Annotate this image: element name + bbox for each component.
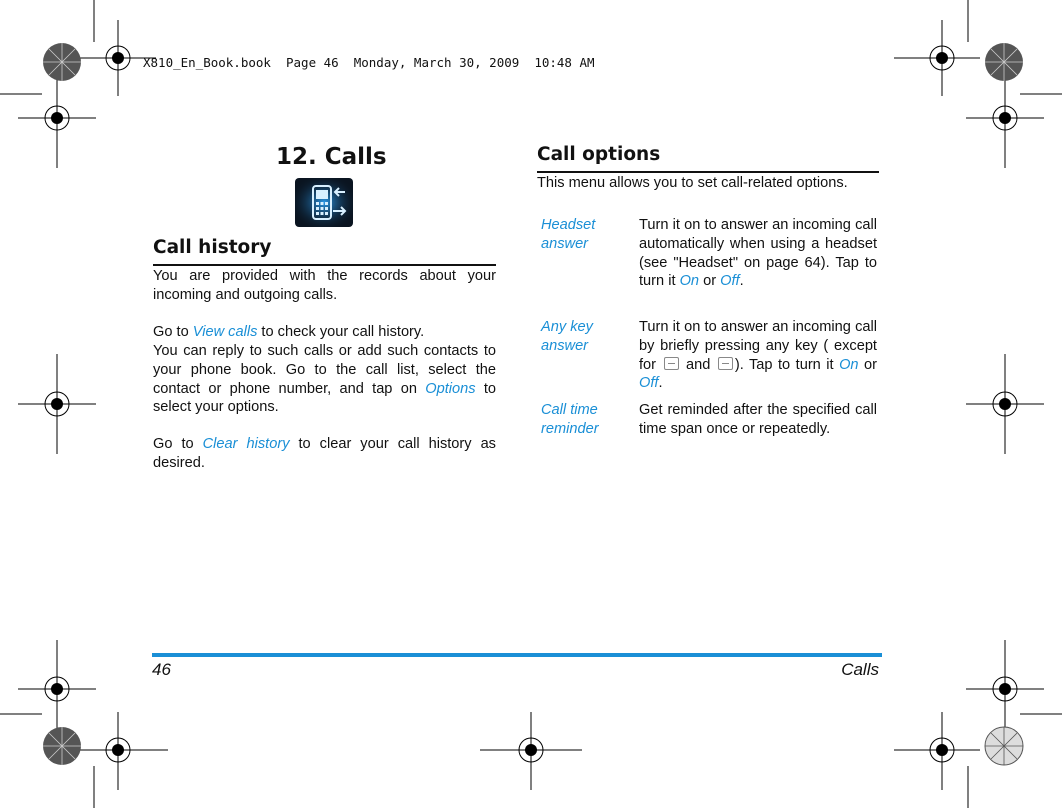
footer-rule [152,653,882,657]
text-segment: to select your options. [153,380,496,416]
on-value[interactable]: On [679,273,700,290]
phone-calls-icon [295,178,353,227]
option-label-call-time-reminder [541,401,599,439]
option-label-line: Headset [541,217,596,233]
call-history-clear-para [153,435,496,473]
call-history-intro: You are provided with the records about your incoming and outgoing calls. [153,268,496,303]
left-softkey-icon [664,357,679,370]
text-segment: to check your call history. [257,324,425,340]
option-label-any-key-answer [541,318,593,356]
option-desc-any-key-answer [639,318,877,393]
text-segment: Go to [153,324,193,340]
option-label-line: Call time [541,402,598,418]
call-history-options-para [153,342,496,417]
right-softkey-icon [718,357,733,370]
option-label-line: answer [541,235,589,252]
text-segment: or [699,273,721,290]
off-value[interactable]: Off [720,273,740,290]
text-segment: and [680,356,716,373]
page-number: 46 [152,660,171,679]
option-desc-headset-answer [639,216,877,291]
text-segment: You can reply to such calls or add such contacts to your phone book. Go to the call list, select the contact or phone number, and tap on [153,343,496,397]
call-options-rule [537,171,879,173]
text-segment: . [658,375,663,392]
option-label-line: Any key [541,319,593,335]
text-segment: or [858,356,877,373]
call-options-heading: Call options [537,144,661,165]
footer-section-title: Calls [841,660,879,679]
option-label-line: answer [541,337,589,354]
call-history-rule [153,264,496,266]
text-segment: to clear your call history as desired. [153,436,496,471]
text-segment: Turn it on to answer an incoming call automatically when using a headset (see "Headset" on page 64). Tap to turn it [639,217,877,290]
call-options-intro: This menu allows you to set call-related options. [537,175,848,191]
call-history-view-para [153,323,496,342]
text-segment: Go to [153,436,203,452]
on-value[interactable]: On [839,356,859,373]
options-link[interactable]: Options [425,380,476,397]
call-history-heading: Call history [153,237,272,258]
off-value[interactable]: Off [639,375,659,392]
option-label-line: reminder [541,420,599,437]
text-segment: Turn it on to answer an incoming call by briefly pressing any key ( except for [639,319,877,373]
option-label-headset-answer [541,216,595,254]
chapter-title: 12. Calls [276,144,387,170]
view-calls-link[interactable]: View calls [192,324,258,340]
text-segment: . [739,273,744,290]
print-header: X810_En_Book.book Page 46 Monday, March 30, 2009 10:48 AM [143,55,595,70]
clear-history-link[interactable]: Clear history [202,436,290,452]
text-segment: ). Tap to turn it [734,356,840,373]
option-desc-call-time-reminder: Get reminded after the specified call time span once or repeatedly. [639,402,877,437]
